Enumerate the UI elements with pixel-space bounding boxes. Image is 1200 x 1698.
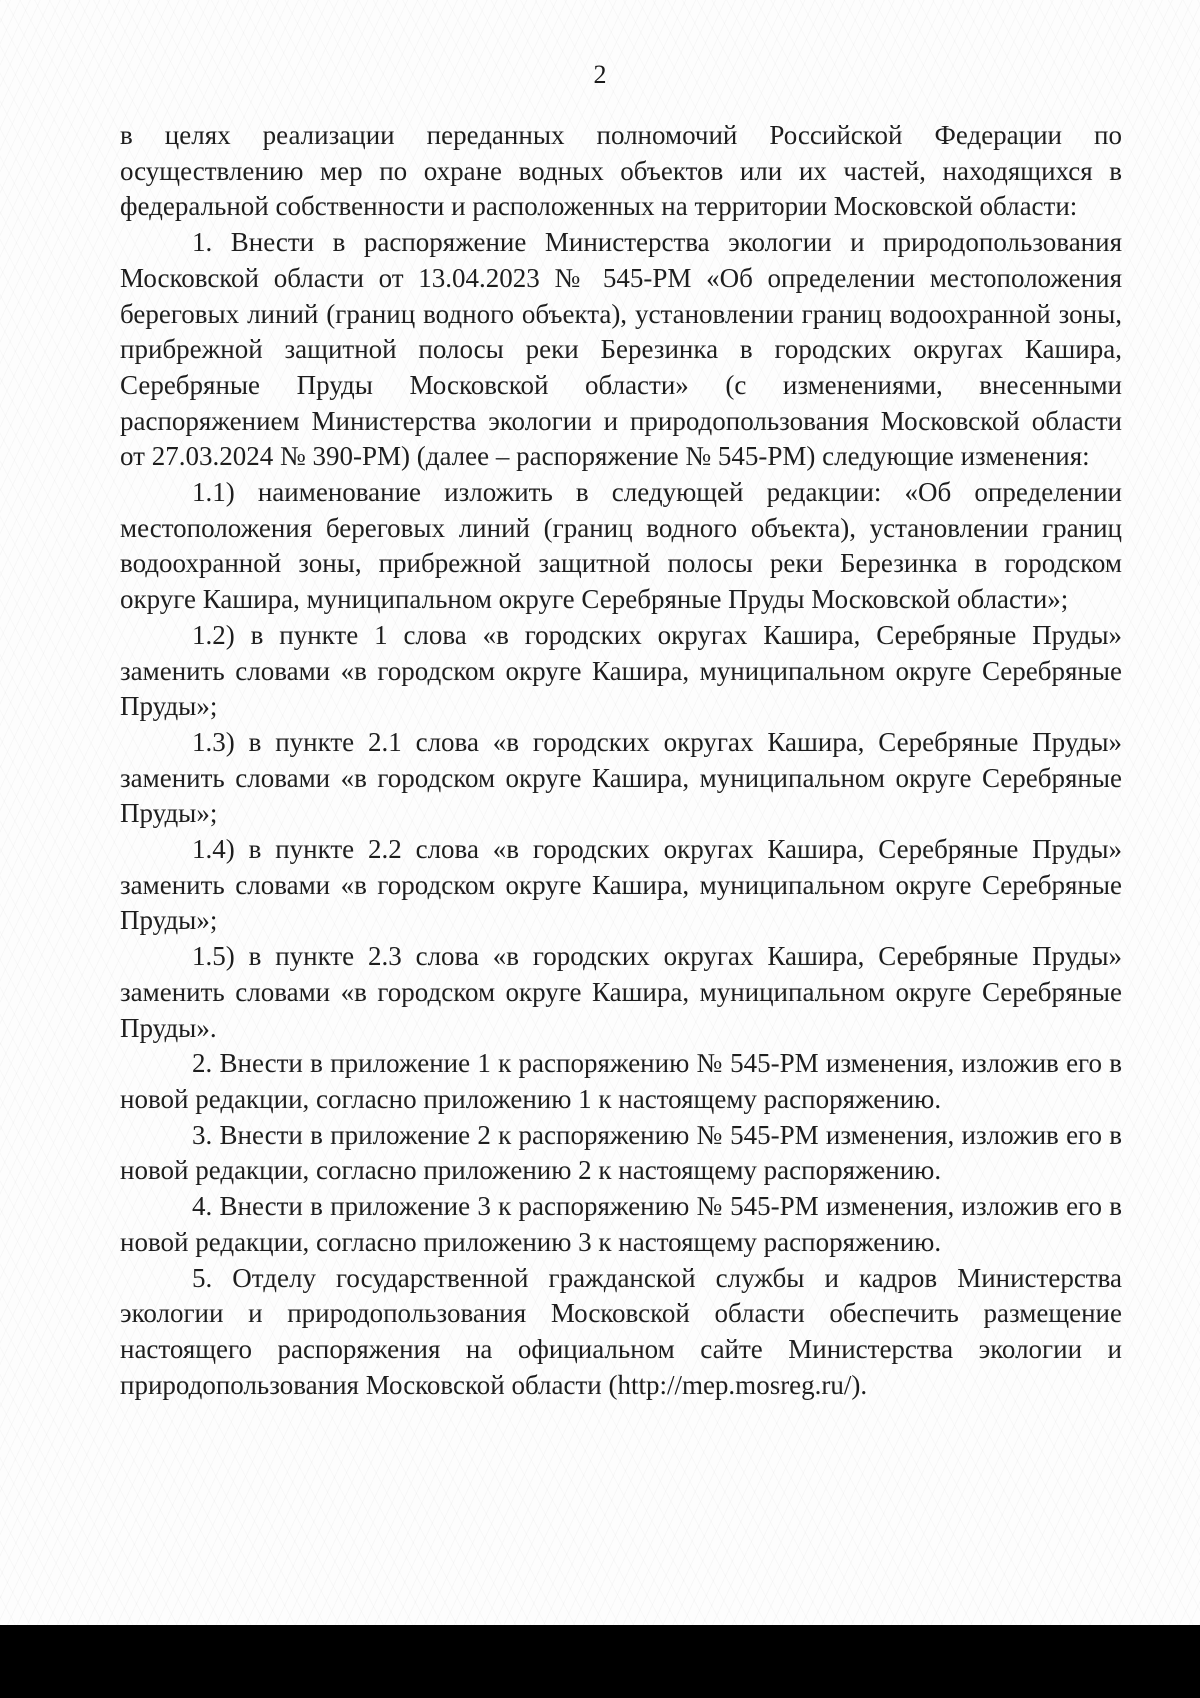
clause-4-paragraph: 4. Внести в приложение 3 к распоряжению № 545-РМ изменения, изложив его в новой редакции, согласно приложению 3 к настоящему распоряжению.: [120, 1191, 1122, 1257]
clause-3-paragraph: 3. Внести в приложение 2 к распоряжению № 545-РМ изменения, изложив его в новой редакции, согласно приложению 2 к настоящему распоряжению.: [120, 1119, 1122, 1186]
document-body: [120, 118, 1122, 1403]
clause-1-5-paragraph: 1.5) в пункте 2.3 слова «в городских округах Кашира, Серебряные Пруды» заменить словами «в городском округе Кашира, муниципальном округе Серебряные Пруды».: [120, 941, 1122, 1043]
clause-1-2-paragraph: 1.2) в пункте 1 слова «в городских округах Кашира, Серебряные Пруды» заменить словами «в городском округе Кашира, муниципальном округе Серебряные Пруды»;: [120, 619, 1122, 722]
scan-border-band: [0, 1625, 1200, 1698]
clause-1-paragraph: 1. Внести в распоряжение Министерства экологии и природопользования Московской области от 13.04.2023 № 545-РМ «Об определении местоположения береговых линий (границ водного объекта), установлении границ водоохранной зоны, прибрежной защитной полосы реки Березинка в городских округах Кашира, Серебряные Пруды Московской области» (с изменениями, внесенными распоряжением Министерства экологии и природопользования Московской области от 27.03.2024 № 390-РМ) (далее – распоряжение № 545-РМ) следующие изменения:: [120, 227, 1122, 472]
preamble-paragraph: в целях реализации переданных полномочий Российской Федерации по осуществлению мер по охране водных объектов или их частей, находящихся в федеральной собственности и расположенных на территории Московской области:: [120, 120, 1122, 222]
clause-2-paragraph: 2. Внести в приложение 1 к распоряжению № 545-РМ изменения, изложив его в новой редакции, согласно приложению 1 к настоящему распоряжению.: [120, 1048, 1122, 1114]
page-number: 2: [593, 60, 607, 89]
clause-1-4-paragraph: 1.4) в пункте 2.2 слова «в городских округах Кашира, Серебряные Пруды» заменить словами «в городском округе Кашира, муниципальном округе Серебряные Пруды»;: [120, 834, 1122, 936]
clause-5-paragraph: 5. Отделу государственной гражданской службы и кадров Министерства экологии и природопользования Московской области обеспечить размещение настоящего распоряжения на официальном сайте Министерства экологии и природопользования Московской области (http://mep.mosreg.ru/).: [120, 1262, 1122, 1400]
clause-1-1-paragraph: 1.1) наименование изложить в следующей редакции: «Об определении местоположения береговых линий (границ водного объекта), установлении границ водоохранной зоны, прибрежной защитной полосы реки Березинка в городском округе Кашира, муниципальном округе Серебряные Пруды Московской области»;: [120, 477, 1122, 615]
clause-1-3-paragraph: 1.3) в пункте 2.1 слова «в городских округах Кашира, Серебряные Пруды» заменить словами «в городском округе Кашира, муниципальном округе Серебряные Пруды»;: [120, 726, 1122, 829]
